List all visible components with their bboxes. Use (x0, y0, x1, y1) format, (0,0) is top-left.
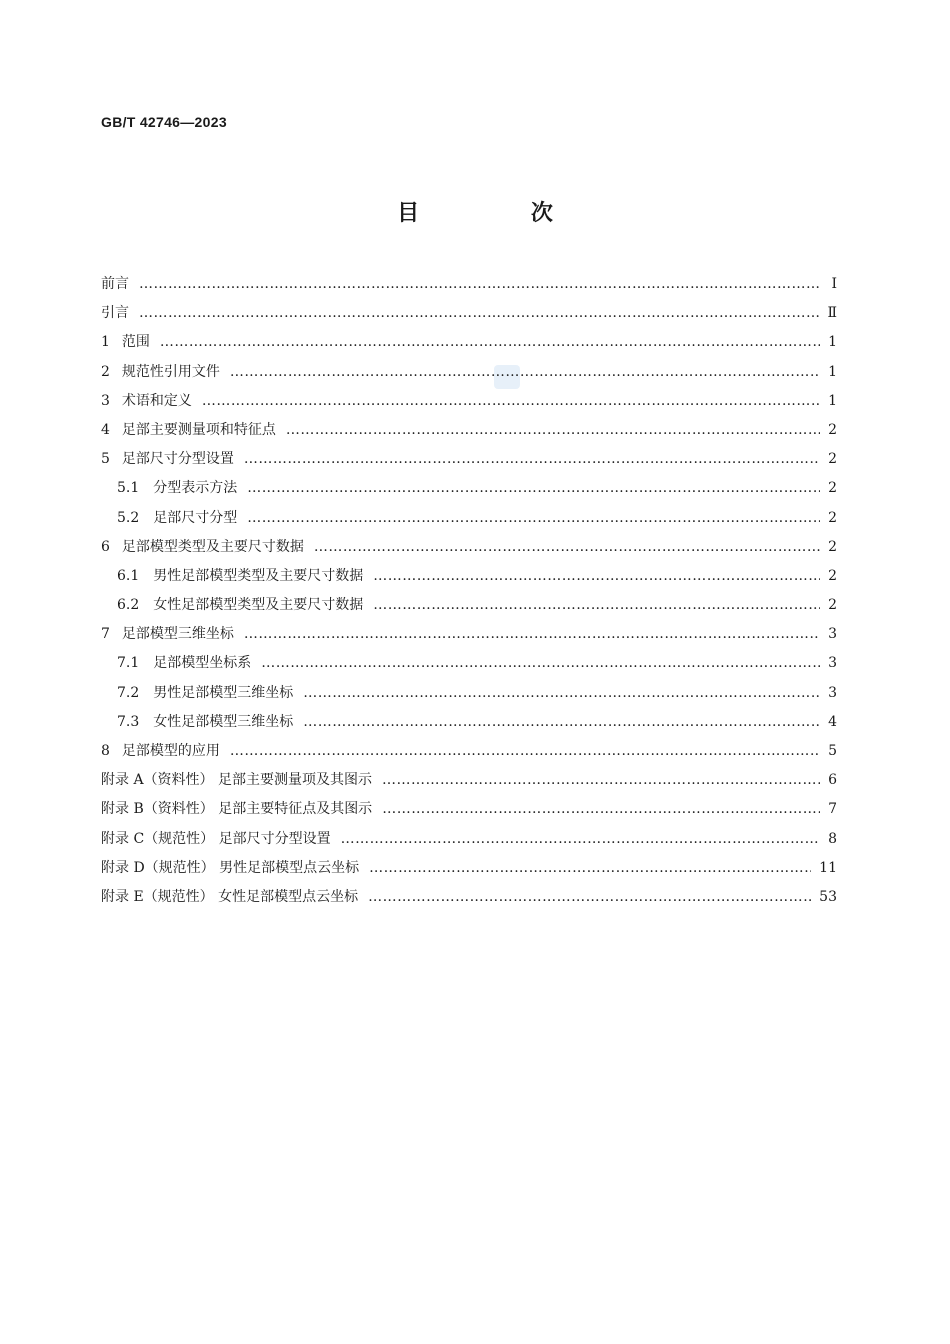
toc-entry-number: 7.3 (117, 713, 140, 730)
toc-entry-label: 男性足部模型三维坐标 (153, 684, 294, 701)
toc-entry[interactable] (101, 679, 837, 708)
toc-leader-dots (286, 416, 820, 445)
toc-entry-number: 3 (101, 392, 110, 409)
toc-leader-dots (230, 358, 820, 387)
toc-entry[interactable] (101, 445, 837, 474)
toc-entry-number: 1 (101, 334, 110, 351)
standard-code: GB/T 42746—2023 (101, 114, 227, 130)
toc-entry[interactable] (101, 883, 837, 912)
toc-entry-label: 附录 B（资料性） 足部主要特征点及其图示 (101, 801, 373, 818)
toc-entry[interactable] (101, 708, 837, 737)
toc-entry-label: 足部模型的应用 (121, 743, 220, 759)
toc-entry-number: 7.2 (117, 684, 140, 701)
toc-leader-dots (247, 504, 820, 533)
toc-leader-dots (373, 591, 820, 620)
toc-leader-dots (368, 883, 811, 912)
toc-entry-page: 6 (828, 772, 837, 789)
toc-entry-label: 前言 (101, 276, 129, 292)
toc-entry-number: 4 (101, 421, 110, 438)
toc-entry[interactable] (101, 766, 837, 795)
toc-entry[interactable] (101, 504, 837, 533)
toc-leader-dots (160, 328, 820, 357)
toc-entry[interactable] (101, 387, 837, 416)
toc-entry[interactable] (101, 620, 837, 649)
toc-entry-page: 2 (828, 567, 837, 584)
toc-leader-dots (382, 766, 820, 795)
toc-entry[interactable] (101, 591, 837, 620)
toc-entry-label: 引言 (101, 305, 129, 322)
toc-leader-dots (382, 795, 820, 824)
toc-entry-label: 女性足部模型三维坐标 (153, 713, 294, 730)
toc-entry[interactable] (101, 562, 837, 591)
toc-entry-page: 11 (819, 859, 837, 876)
toc-entry-page: 2 (828, 421, 837, 438)
toc-entry[interactable] (101, 795, 837, 824)
toc-entry-label: 足部主要测量项和特征点 (121, 421, 276, 438)
toc-leader-dots (341, 825, 820, 854)
toc-entry-label: 附录 D（规范性） 男性足部模型点云坐标 (101, 859, 360, 876)
toc-entry[interactable] (101, 474, 837, 503)
toc-leader-dots (139, 299, 819, 328)
toc-entry[interactable] (101, 825, 837, 854)
toc-entry[interactable] (101, 299, 837, 328)
toc-entry-page: 1 (828, 363, 837, 380)
toc-entry-page: 4 (828, 713, 837, 730)
toc-entry-number: 5.1 (117, 480, 140, 497)
toc-leader-dots (247, 474, 820, 503)
toc-leader-dots (244, 620, 820, 649)
toc-leader-dots (369, 854, 811, 883)
toc-entry[interactable] (101, 737, 837, 766)
toc-entry-page: 1 (828, 334, 837, 351)
toc-leader-dots (303, 708, 820, 737)
toc-leader-dots (303, 679, 820, 708)
toc-entry-label: 分型表示方法 (153, 480, 238, 497)
toc-entry-label: 足部模型三维坐标 (121, 626, 234, 643)
toc-entry-label: 规范性引用文件 (121, 363, 220, 380)
toc-leader-dots (244, 445, 820, 474)
toc-entry-label: 附录 C（规范性） 足部尺寸分型设置 (101, 830, 331, 847)
toc-entry-number: 8 (101, 743, 110, 759)
toc-entry-number: 5 (101, 451, 110, 468)
toc-entry-number: 6 (101, 538, 110, 555)
toc-entry[interactable] (101, 416, 837, 445)
toc-leader-dots (139, 270, 821, 299)
toc-entry-number: 7 (101, 626, 110, 643)
toc-leader-dots (230, 737, 820, 766)
toc-entry-page: 1 (828, 392, 837, 409)
toc-entry-page: 2 (828, 480, 837, 497)
toc-leader-dots (314, 533, 820, 562)
toc-entry[interactable] (101, 270, 837, 299)
toc-entry-label: 附录 E（规范性） 女性足部模型点云坐标 (101, 888, 359, 905)
toc-entry-page: 3 (828, 684, 837, 701)
toc-entry-number: 5.2 (117, 509, 140, 526)
toc-entry-number: 6.2 (117, 597, 140, 614)
toc-leader-dots (261, 649, 820, 678)
toc-entry[interactable] (101, 328, 837, 357)
toc-entry-label: 足部尺寸分型 (153, 509, 238, 526)
toc-entry-page: 2 (828, 509, 837, 526)
toc-entry-page: Ⅰ (831, 276, 837, 292)
toc-entry-label: 术语和定义 (121, 392, 192, 409)
toc-entry-page: 2 (828, 538, 837, 555)
toc-entry-page: 3 (828, 655, 837, 672)
toc-entry-page: 2 (828, 597, 837, 614)
toc-entry-page: 8 (828, 830, 837, 847)
toc-entry-label: 足部尺寸分型设置 (121, 451, 234, 468)
toc-leader-dots (202, 387, 820, 416)
toc-entry[interactable] (101, 854, 837, 883)
toc-leader-dots (373, 562, 820, 591)
toc-entry-page: Ⅱ (827, 305, 837, 322)
toc-entry-label: 女性足部模型类型及主要尺寸数据 (153, 597, 364, 614)
toc-entry-number: 7.1 (117, 655, 140, 672)
toc-entry-page: 2 (828, 451, 837, 468)
toc-entry-page: 3 (828, 626, 837, 643)
toc-entry-page: 7 (828, 801, 837, 818)
toc-list (101, 270, 837, 912)
toc-entry[interactable] (101, 358, 837, 387)
toc-entry-label: 男性足部模型类型及主要尺寸数据 (153, 567, 364, 584)
toc-entry-number: 6.1 (117, 567, 140, 584)
toc-entry[interactable] (101, 649, 837, 678)
toc-entry-number: 2 (101, 363, 110, 380)
toc-entry-page: 53 (819, 888, 837, 905)
toc-entry[interactable] (101, 533, 837, 562)
toc-title: 目 次 (397, 201, 605, 226)
toc-entry-label: 范围 (121, 334, 150, 351)
toc-entry-label: 足部模型坐标系 (153, 655, 252, 672)
toc-entry-label: 附录 A（资料性） 足部主要测量项及其图示 (101, 772, 373, 789)
toc-entry-page: 5 (828, 743, 837, 759)
toc-entry-label: 足部模型类型及主要尺寸数据 (121, 538, 304, 555)
